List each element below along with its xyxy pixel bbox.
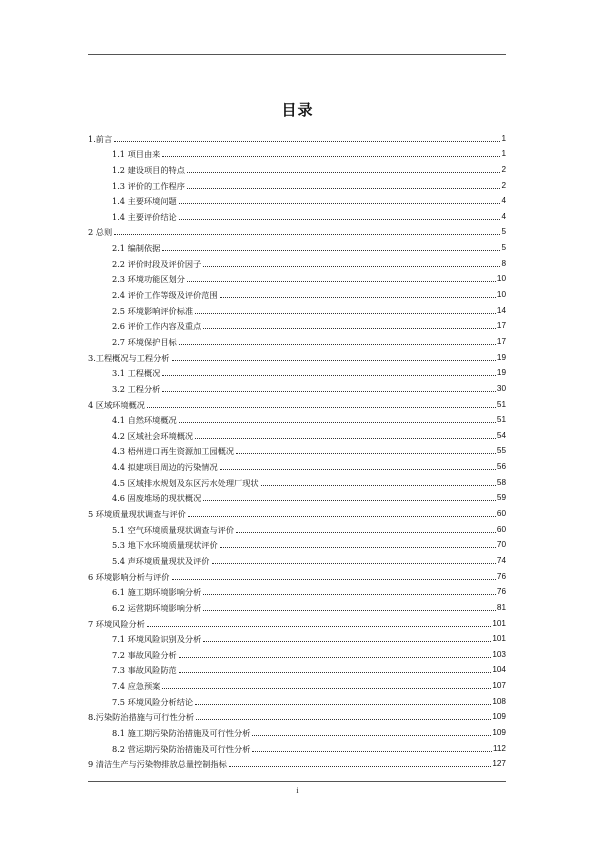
toc-entry-page: 10 — [496, 274, 506, 284]
toc-entry-label: 2.7 环境保护目标 — [112, 336, 177, 347]
toc-dot-leader — [162, 156, 500, 157]
toc-entry-page: 5 — [501, 243, 506, 253]
toc-dot-leader — [162, 375, 496, 376]
toc-subsection-entry[interactable] — [88, 550, 506, 566]
toc-section-entry[interactable] — [88, 613, 506, 629]
toc-entry-page: 5 — [501, 227, 506, 237]
toc-subsection-entry[interactable] — [88, 488, 506, 504]
toc-subsection-entry[interactable] — [88, 331, 506, 347]
toc-entry-label: 2.4 评价工作等级及评价范围 — [112, 290, 218, 301]
toc-entry-page: 109 — [492, 712, 506, 722]
toc-entry-page: 58 — [496, 477, 506, 487]
toc-entry-label: 1.3 评价的工作程序 — [112, 180, 185, 191]
toc-section-entry[interactable] — [88, 128, 506, 144]
toc-subsection-entry[interactable] — [88, 378, 506, 394]
toc-dot-leader — [179, 344, 496, 345]
toc-subsection-entry[interactable] — [88, 441, 506, 457]
toc-subsection-entry[interactable] — [88, 519, 506, 535]
toc-subsection-entry[interactable] — [88, 253, 506, 269]
toc-entry-page: 17 — [496, 321, 506, 331]
toc-subsection-entry[interactable] — [88, 675, 506, 691]
table-of-contents — [88, 128, 506, 769]
toc-entry-page: 107 — [492, 681, 506, 691]
toc-dot-leader — [203, 610, 496, 611]
toc-dot-leader — [220, 469, 496, 470]
toc-entry-label: 3.1 工程概况 — [112, 368, 161, 379]
toc-dot-leader — [195, 438, 496, 439]
toc-subsection-entry[interactable] — [88, 206, 506, 222]
toc-entry-page: 127 — [492, 759, 506, 769]
toc-entry-label: 2.1 编制依据 — [112, 243, 161, 254]
toc-entry-page: 108 — [492, 696, 506, 706]
toc-entry-page: 1 — [501, 149, 506, 159]
toc-entry-label: 7.1 环境风险识别及分析 — [112, 634, 202, 645]
toc-entry-label: 5.1 空气环境质量现状调查与评价 — [112, 524, 235, 535]
toc-entry-label: 7.5 环境风险分析结论 — [112, 696, 194, 707]
toc-dot-leader — [252, 735, 491, 736]
toc-subsection-entry[interactable] — [88, 691, 506, 707]
toc-dot-leader — [179, 422, 496, 423]
page-title: 目录 — [281, 101, 314, 119]
toc-entry-label: 4 区域环境概况 — [88, 399, 145, 410]
toc-entry-page: 10 — [496, 290, 506, 300]
toc-entry-label: 8.1 施工期污染防治措施及可行性分析 — [112, 727, 251, 738]
toc-dot-leader — [162, 688, 491, 689]
toc-subsection-entry[interactable] — [88, 582, 506, 598]
toc-dot-leader — [220, 547, 496, 548]
toc-subsection-entry[interactable] — [88, 175, 506, 191]
toc-dot-leader — [236, 532, 496, 533]
toc-subsection-entry[interactable] — [88, 159, 506, 175]
toc-dot-leader — [203, 500, 496, 501]
toc-dot-leader — [203, 641, 491, 642]
toc-section-entry[interactable] — [88, 754, 506, 770]
toc-entry-page: 2 — [501, 164, 506, 174]
page-number: i — [296, 786, 299, 795]
toc-dot-leader — [195, 313, 496, 314]
toc-entry-page: 19 — [496, 352, 506, 362]
toc-subsection-entry[interactable] — [88, 738, 506, 754]
toc-entry-label: 1.2 建设项目的特点 — [112, 164, 185, 175]
toc-dot-leader — [252, 751, 492, 752]
toc-entry-page: 76 — [496, 571, 506, 581]
header-rule — [88, 54, 506, 55]
toc-entry-label: 1.4 主要环境问题 — [112, 196, 177, 207]
toc-entry-label: 1.1 项目由来 — [112, 149, 161, 160]
toc-entry-label: 5 环境质量现状调查与评价 — [88, 509, 186, 520]
toc-entry-label: 7.3 事故风险防范 — [112, 665, 177, 676]
toc-entry-page: 76 — [496, 587, 506, 597]
toc-section-entry[interactable] — [88, 394, 506, 410]
toc-subsection-entry[interactable] — [88, 472, 506, 488]
toc-dot-leader — [195, 704, 491, 705]
toc-entry-label: 7.2 事故风险分析 — [112, 649, 177, 660]
toc-entry-label: 7 环境风险分析 — [88, 618, 145, 629]
toc-subsection-entry[interactable] — [88, 629, 506, 645]
toc-entry-label: 2.2 评价时段及评价因子 — [112, 258, 202, 269]
toc-dot-leader — [114, 234, 500, 235]
toc-subsection-entry[interactable] — [88, 456, 506, 472]
toc-dot-leader — [203, 266, 500, 267]
footer-rule — [88, 781, 506, 782]
toc-entry-label: 9 清洁生产与污染物排放总量控制指标 — [88, 759, 227, 770]
toc-subsection-entry[interactable] — [88, 644, 506, 660]
toc-section-entry[interactable] — [88, 347, 506, 363]
toc-dot-leader — [179, 219, 501, 220]
toc-entry-page: 54 — [496, 430, 506, 440]
toc-dot-leader — [187, 188, 501, 189]
toc-subsection-entry[interactable] — [88, 410, 506, 426]
toc-subsection-entry[interactable] — [88, 191, 506, 207]
toc-entry-label: 6 环境影响分析与评价 — [88, 571, 170, 582]
toc-dot-leader — [261, 485, 496, 486]
toc-dot-leader — [179, 657, 492, 658]
toc-entry-page: 60 — [496, 524, 506, 534]
toc-entry-page: 1 — [501, 133, 506, 143]
toc-entry-label: 6.2 运营期环境影响分析 — [112, 602, 202, 613]
toc-section-entry[interactable] — [88, 566, 506, 582]
toc-entry-page: 14 — [496, 305, 506, 315]
toc-dot-leader — [196, 719, 491, 720]
toc-dot-leader — [203, 328, 496, 329]
toc-entry-page: 81 — [496, 602, 506, 612]
toc-entry-page: 59 — [496, 493, 506, 503]
toc-entry-label: 2.5 环境影响评价标准 — [112, 305, 194, 316]
toc-entry-label: 3.2 工程分析 — [112, 383, 161, 394]
toc-entry-page: 101 — [492, 634, 506, 644]
toc-dot-leader — [114, 141, 500, 142]
toc-entry-label: 7.4 应急预案 — [112, 681, 161, 692]
toc-entry-page: 8 — [501, 258, 506, 268]
toc-subsection-entry[interactable] — [88, 269, 506, 285]
toc-entry-page: 103 — [492, 649, 506, 659]
toc-entry-label: 5.4 声环境质量现状及评价 — [112, 555, 210, 566]
toc-entry-label: 4.4 拟建项目周边的污染情况 — [112, 462, 218, 473]
toc-subsection-entry[interactable] — [88, 300, 506, 316]
toc-dot-leader — [179, 672, 492, 673]
toc-section-entry[interactable] — [88, 222, 506, 238]
toc-dot-leader — [212, 563, 496, 564]
toc-dot-leader — [187, 281, 496, 282]
toc-entry-page: 19 — [496, 368, 506, 378]
toc-dot-leader — [203, 594, 496, 595]
toc-entry-page: 17 — [496, 336, 506, 346]
toc-dot-leader — [147, 407, 496, 408]
toc-subsection-entry[interactable] — [88, 237, 506, 253]
toc-entry-label: 1.4 主要评价结论 — [112, 211, 177, 222]
toc-subsection-entry[interactable] — [88, 722, 506, 738]
toc-dot-leader — [187, 172, 501, 173]
toc-entry-page: 101 — [492, 618, 506, 628]
toc-section-entry[interactable] — [88, 707, 506, 723]
toc-entry-label: 4.5 区域排水规划及东区污水处理厂现状 — [112, 477, 259, 488]
toc-entry-page: 60 — [496, 509, 506, 519]
toc-entry-page: 74 — [496, 555, 506, 565]
toc-subsection-entry[interactable] — [88, 535, 506, 551]
toc-dot-leader — [179, 203, 501, 204]
toc-entry-label: 3.工程概况与工程分析 — [88, 352, 170, 363]
toc-dot-leader — [236, 453, 496, 454]
toc-dot-leader — [172, 579, 496, 580]
toc-entry-label: 4.3 梧州进口再生资源加工园概况 — [112, 446, 235, 457]
toc-entry-page: 70 — [496, 540, 506, 550]
toc-entry-page: 51 — [496, 415, 506, 425]
toc-subsection-entry[interactable] — [88, 425, 506, 441]
toc-entry-label: 2 总则 — [88, 227, 113, 238]
toc-dot-leader — [229, 766, 492, 767]
toc-entry-page: 51 — [496, 399, 506, 409]
toc-entry-page: 112 — [492, 743, 506, 753]
toc-entry-page: 4 — [501, 196, 506, 206]
toc-dot-leader — [162, 250, 500, 251]
toc-entry-label: 8.2 营运期污染防治措施及可行性分析 — [112, 743, 251, 754]
toc-entry-page: 30 — [496, 383, 506, 393]
toc-dot-leader — [220, 297, 496, 298]
toc-entry-page: 55 — [496, 446, 506, 456]
toc-subsection-entry[interactable] — [88, 660, 506, 676]
toc-subsection-entry[interactable] — [88, 284, 506, 300]
toc-entry-label: 4.2 区域社会环境概况 — [112, 430, 194, 441]
toc-entry-label: 4.1 自然环境概况 — [112, 415, 177, 426]
toc-entry-page: 4 — [501, 211, 506, 221]
toc-entry-label: 1.前言 — [88, 133, 113, 144]
toc-entry-label: 6.1 施工期环境影响分析 — [112, 587, 202, 598]
toc-subsection-entry[interactable] — [88, 144, 506, 160]
toc-dot-leader — [188, 516, 496, 517]
toc-section-entry[interactable] — [88, 503, 506, 519]
toc-entry-label: 5.3 地下水环境质量现状评价 — [112, 540, 218, 551]
toc-subsection-entry[interactable] — [88, 363, 506, 379]
toc-dot-leader — [172, 360, 496, 361]
toc-entry-label: 2.3 环境功能区划分 — [112, 274, 185, 285]
toc-dot-leader — [162, 391, 496, 392]
toc-subsection-entry[interactable] — [88, 597, 506, 613]
toc-entry-label: 4.6 固废堆场的现状概况 — [112, 493, 202, 504]
toc-dot-leader — [147, 626, 491, 627]
toc-entry-page: 2 — [501, 180, 506, 190]
toc-entry-label: 8.污染防治措施与可行性分析 — [88, 712, 195, 723]
toc-entry-page: 56 — [496, 462, 506, 472]
toc-entry-label: 2.6 评价工作内容及重点 — [112, 321, 202, 332]
toc-subsection-entry[interactable] — [88, 316, 506, 332]
toc-entry-page: 109 — [492, 727, 506, 737]
toc-entry-page: 104 — [492, 665, 506, 675]
